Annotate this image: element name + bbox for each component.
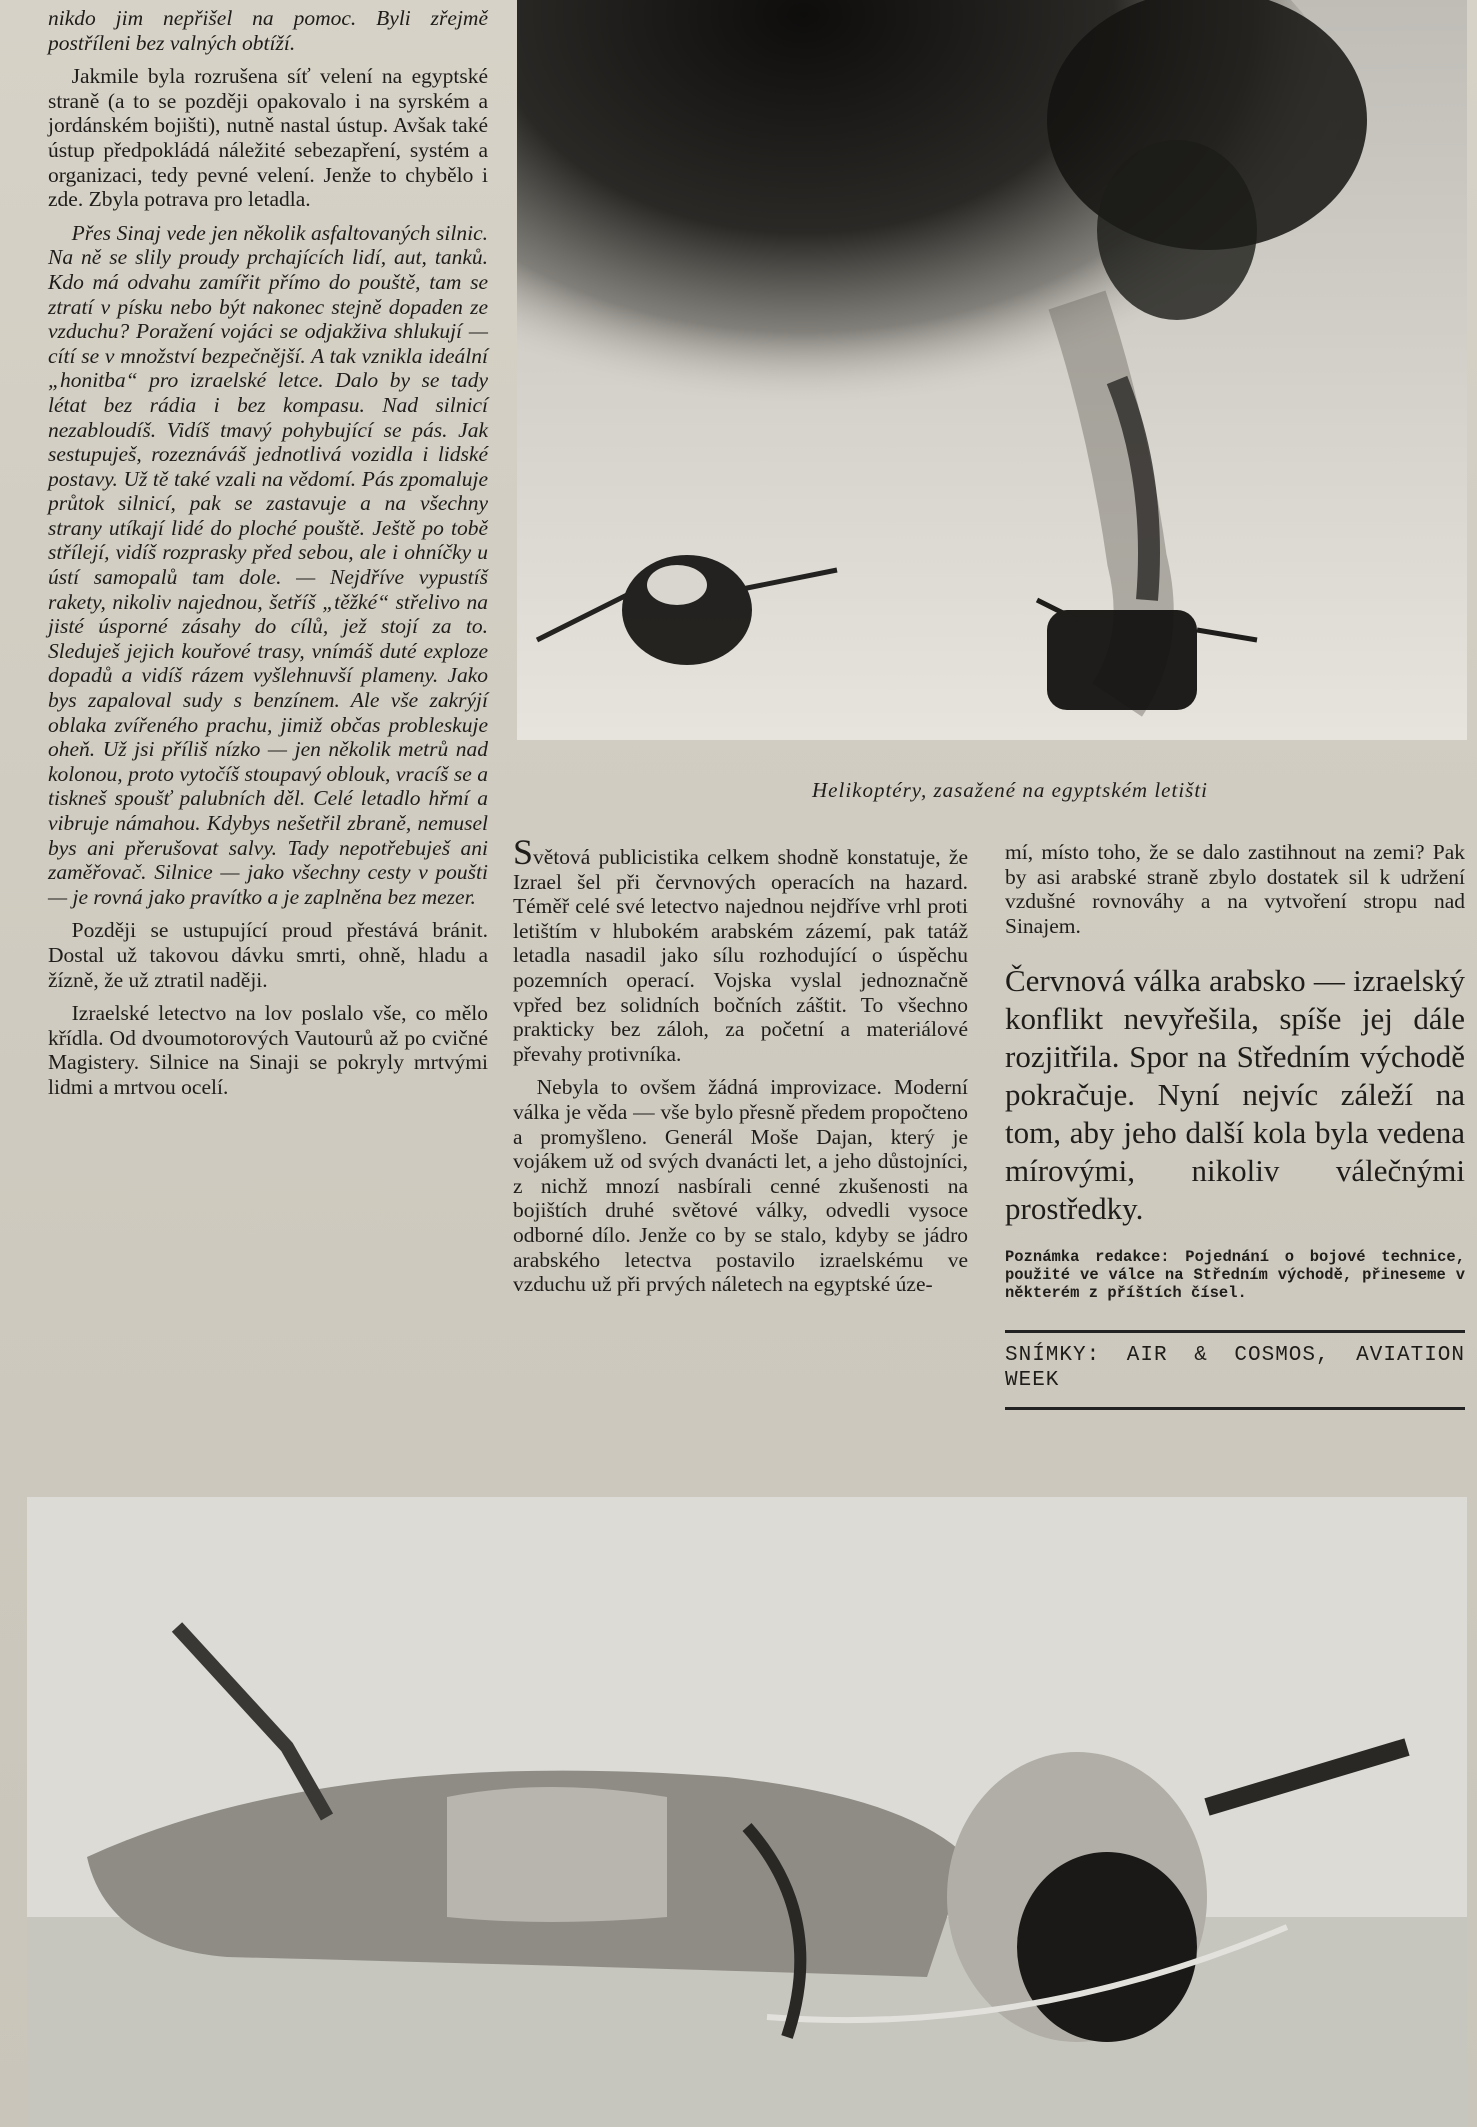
dropcap: S (513, 832, 534, 872)
helicopters-photo-drawing (517, 0, 1467, 740)
photo-credits: SNÍMKY: AIR & COSMOS, AVIATION WEEK (1005, 1330, 1465, 1410)
middle-column (513, 832, 968, 1297)
left-paragraph-1: nikdo jim nepřišel na pomoc. Byli zřejmě postříleni bez valných obtíží. (48, 6, 488, 55)
right-column (1005, 840, 1465, 1410)
aircraft-wreck-photo (27, 1497, 1467, 2127)
middle-paragraph-1 (513, 832, 968, 1066)
left-paragraph-2: Jakmile byla rozrušena síť velení na egyptské straně (a to se později opakovalo i na syrském a jordánském bojišti), nutně nastal ústup. Avšak také ústup předpokládá náležité sebezapření, systém a organizaci, tedy pevné velení. Jenže to chybělo i zde. Zbyla potrava pro letadla. (48, 64, 488, 212)
right-continuation: mí, místo toho, že se dalo zastihnout na zemi? Pak by asi arabské straně zbylo dostatek sil k udržení vzdušné rovnováhy a na vytvoření stropu nad Sinajem. (1005, 840, 1465, 938)
left-paragraph-5: Izraelské letectvo na lov poslalo vše, co mělo křídla. Od dvoumotorových Vautourů až po cvičné Magistery. Silnice na Sinaji se pokryly mrtvými lidmi a mrtvou ocelí. (48, 1001, 488, 1099)
conclusion-paragraph: Červnová válka arabsko — izraelský konflikt nevyřešila, spíše jej dále rozjitřila. Spor na Středním východě pokračuje. Nyní nejvíc záleží na tom, aby jeho další kola byla vedena mírovými, nikoliv válečnými prostředky. (1005, 963, 1465, 1227)
left-column (48, 6, 488, 1100)
helicopters-burning-photo (517, 0, 1467, 740)
middle-paragraph-1-text: větová publicistika celkem shodně konstatuje, že Izrael šel při červnových operacích na hazard. Téměř celé své letectvo najednou nejdříve vrhl proti letištím v hlubokém arabském zázemí, pak tatáž letadla nasadil jako sílu rozhodující o úspěchu pozemních operací. Vojska vyslal jednoznačně vpřed bez solidních bočních záštit. To všechno prakticky bez záloh, za početní a materiálové převahy protivníka. (513, 845, 968, 1066)
left-paragraph-3: Přes Sinaj vede jen několik asfaltovaných silnic. Na ně se slily proudy prchajících lidí, aut, tanků. Kdo má odvahu zamířit přímo do pouště, tam se ztratí v písku nebo být nakonec stejně dopaden ze vzduchu? Poražení vojáci se odjakživa shlukují — cítí se v množství bezpečnější. A tak vznikla ideální „honitba“ pro izraelské letce. Dalo by se tady létat bez rádia i bez kompasu. Nad silnicí nezabloudíš. Vidíš tmavý pohybující se pás. Jak sestupuješ, rozeznáváš jednotlivá vozidla i lidské postavy. Už tě také vzali na vědomí. Pás zpomaluje průtok silnicí, pak se zastavuje a na všechny strany utíkají lidé do ploché pouště. Ještě po tobě střílejí, vidíš rozprasky před sebou, ale i ohníčky u ústí samopalů tam dole. — Nejdříve vypustíš rakety, nikoliv najednou, šetříš „těžké“ střelivo na jisté úsporné zásahy do cílů, jež stojí za to. Sleduješ jejich kouřové trasy, vnímáš duté exploze dopadů a vidíš rázem vyšlehnuvší plameny. Jako bys zapaloval sudy s benzínem. Ale vše zakrýjí oblaka zvířeného prachu, jimiž občas probleskuje oheň. Už jsi příliš nízko — jen několik metrů nad kolonou, proto vytočíš stoupavý oblouk, vracíš se a tiskneš spoušť palubních děl. Celé letadlo hřmí a vibruje námahou. Kdybys nešetřil zbraně, nemusel bys ani přerušovat salvy. Tady nepotřebuješ ani zaměřovač. Silnice — jako všechny cesty v poušti — je rovná jako pravítko a je zaplněna bez mezer. (48, 220, 488, 909)
wreck-photo-drawing (27, 1497, 1467, 2127)
photo-caption: Helikoptéry, zasažené na egyptském letišti (812, 778, 1208, 802)
editor-note: Poznámka redakce: Pojednání o bojové technice, použité ve válce na Středním východě, přineseme v některém z příštích čísel. (1005, 1248, 1465, 1303)
left-paragraph-4: Později se ustupující proud přestává bránit. Dostal už takovou dávku smrti, ohně, hladu a žízně, že už ztratil naději. (48, 918, 488, 992)
middle-paragraph-2: Nebyla to ovšem žádná improvizace. Moderní válka je věda — vše bylo přesně předem propočteno a promyšleno. Generál Moše Dajan, který je vojákem už od svých dvanácti let, a jeho důstojníci, z nichž mnozí nasbírali cenné zkušenosti na bojištích druhé světové války, odvedli vysoce odborné dílo. Jenže co by se stalo, kdyby se jádro arabského letectva postavilo izraelskému ve vzduchu už při prvých náletech na egyptské úze- (513, 1075, 968, 1297)
